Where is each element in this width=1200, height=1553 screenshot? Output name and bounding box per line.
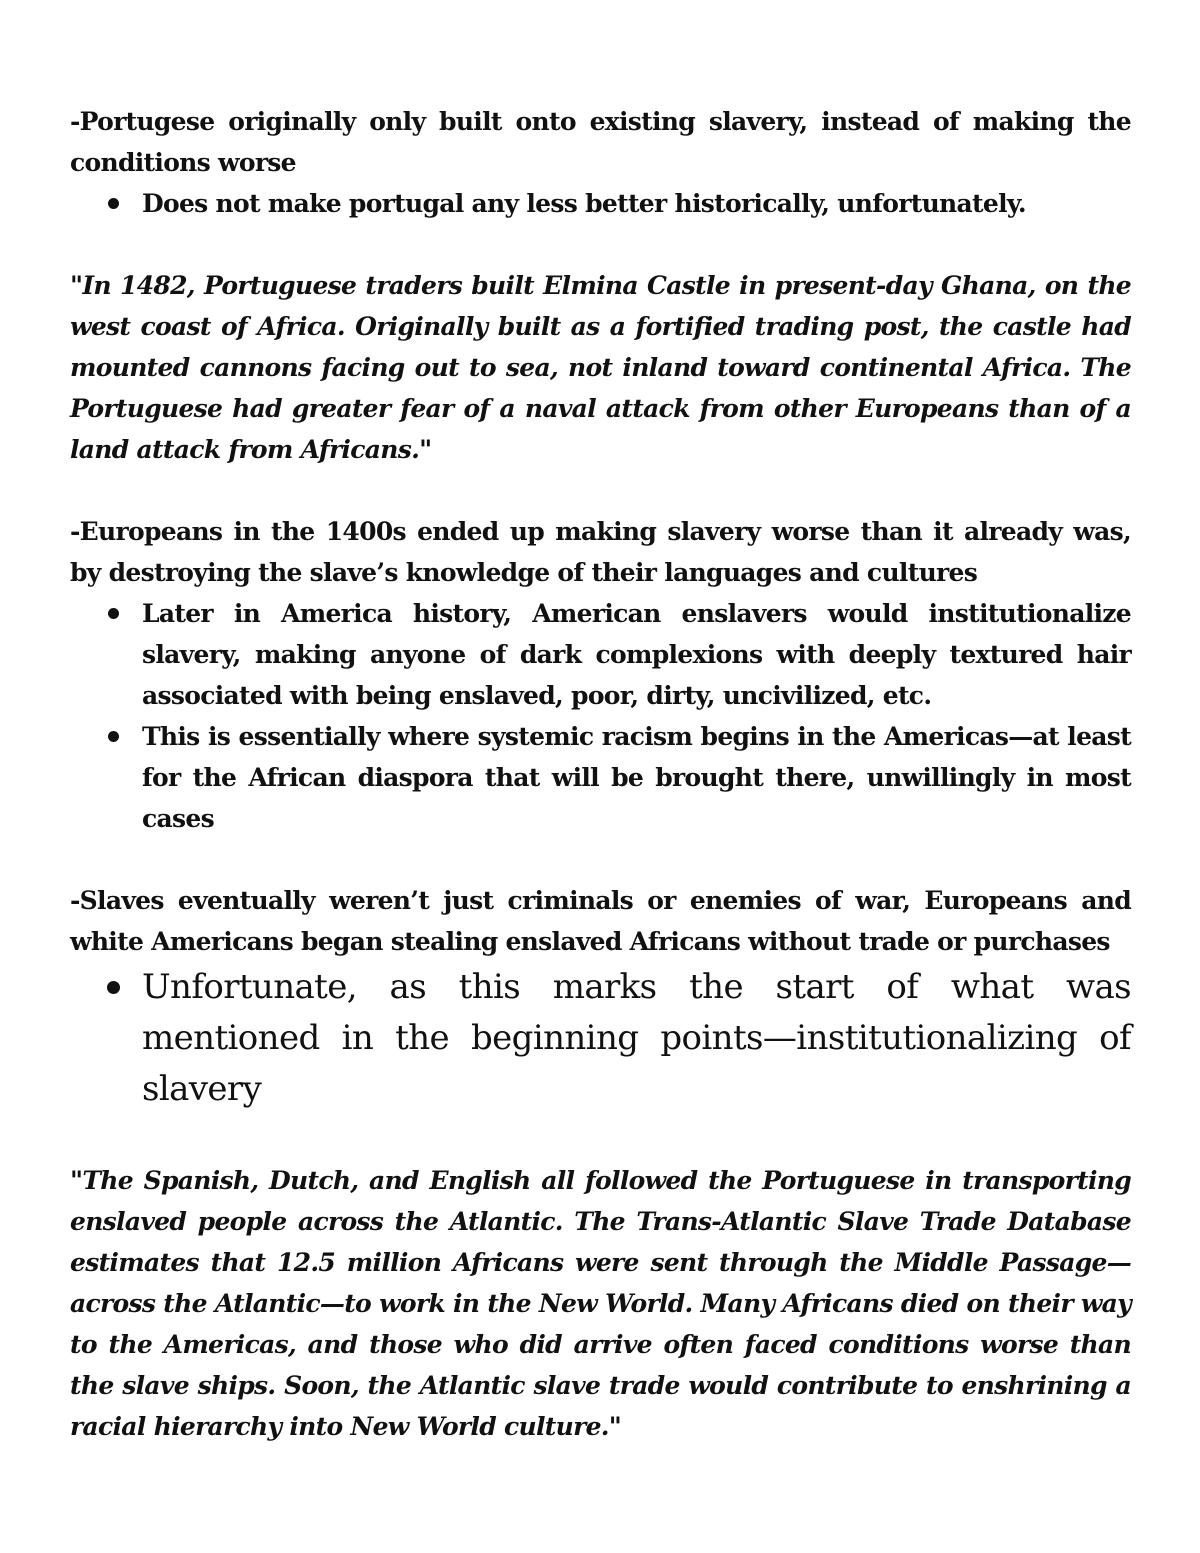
- note-europeans-1400s: -Europeans in the 1400s ended up making slavery worse than it already was, by destroying the slave’s knowledge of their languages and cultures: [70, 517, 1131, 587]
- list-item: [142, 962, 1131, 1115]
- list-item-text: This is essentially where systemic racism begins in the Americas—at least for the African diaspora that will be brought there, unwillingly in most cases: [142, 722, 1131, 833]
- bullet-icon: [108, 731, 119, 742]
- bullet-icon: [108, 608, 119, 619]
- bullet-list-institutionalizing: [70, 962, 1131, 1115]
- bullet-icon: [107, 981, 120, 994]
- bullet-list-portuguese: [70, 183, 1131, 224]
- list-item: [142, 716, 1131, 839]
- list-item-text: Later in America history, American enslavers would institutionalize slavery, making anyone of dark complexions with deeply textured hair associated with being enslaved, poor, dirty, uncivilized, etc.: [142, 599, 1131, 710]
- paragraph-gap: [70, 224, 1131, 265]
- quote-elmina-castle: "In 1482, Portuguese traders built Elmina Castle in present-day Ghana, on the west coast of Africa. Originally built as a fortified trading post, the castle had mounted cannons facing out to sea, not inland toward continental Africa. The Portuguese had greater fear of a naval attack from other Europeans than of a land attack from Africans.": [70, 271, 1131, 464]
- quote-atlantic-slave-trade: "The Spanish, Dutch, and English all followed the Portuguese in transporting enslaved people across the Atlantic. The Trans-Atlantic Slave Trade Database estimates that 12.5 million Africans were sent through the Middle Passage—across the Atlantic—to work in the New World. Many Africans died on their way to the Americas, and those who did arrive often faced conditions worse than the slave ships. Soon, the Atlantic slave trade would contribute to enshrining a racial hierarchy into New World culture.": [70, 1166, 1131, 1441]
- bullet-icon: [108, 198, 119, 209]
- note-portuguese-slavery: -Portugese originally only built onto existing slavery, instead of making the conditions worse: [70, 107, 1131, 177]
- list-item: [142, 183, 1131, 224]
- paragraph-gap: [70, 470, 1131, 511]
- list-item-text: Does not make portugal any less better historically, unfortunately.: [142, 189, 1026, 218]
- paragraph-gap: [70, 1115, 1131, 1160]
- list-item-text: Unfortunate, as this marks the start of what was mentioned in the beginning points—institutionalizing of slavery: [142, 967, 1131, 1109]
- bullet-list-europeans: [70, 593, 1131, 839]
- list-item: [142, 593, 1131, 716]
- note-slaves-stolen: -Slaves eventually weren’t just criminals or enemies of war, Europeans and white Americans began stealing enslaved Africans without trade or purchases: [70, 886, 1131, 956]
- document-page: [70, 101, 1131, 1447]
- paragraph-gap: [70, 839, 1131, 880]
